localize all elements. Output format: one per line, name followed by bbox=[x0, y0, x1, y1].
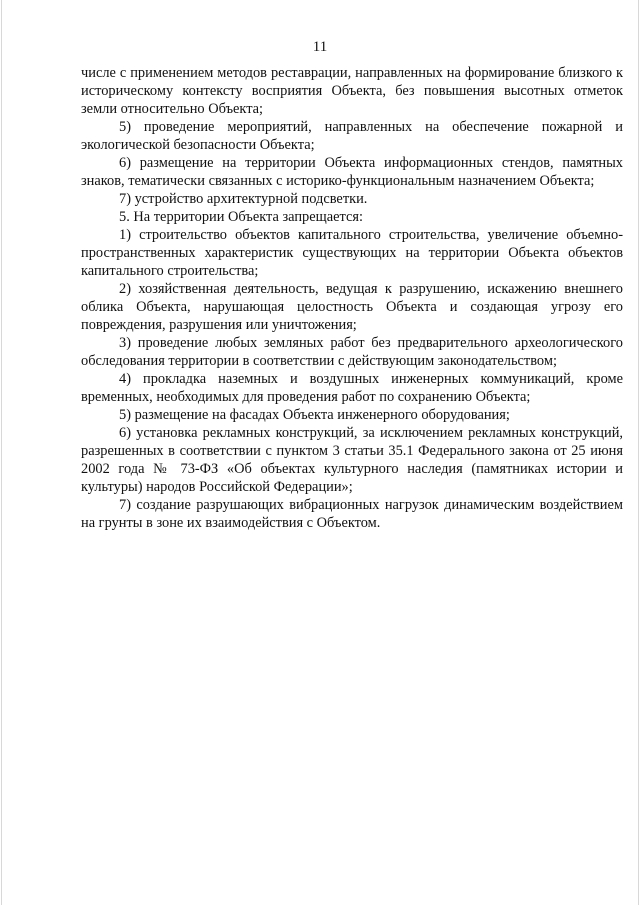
prohibition-item-2: 2) хозяйственная деятельность, ведущая к разрушению, искажению внешнего облика Объекта, нарушающая целостность Объекта и создающая угрозу его повреждения, разрушения или уничтожения; bbox=[81, 281, 623, 333]
paragraph-item-5-fire-safety: 5) проведение мероприятий, направленных на обеспечение пожарной и экологической безопасности Объекта; bbox=[81, 119, 623, 153]
document-body bbox=[81, 64, 623, 532]
paragraph-continuation: числе с применением методов реставрации, направленных на формирование близкого к историческому контексту восприятия Объекта, без повышения высотных отметок земли относительно Объекта; bbox=[81, 65, 623, 117]
section-5-heading: 5. На территории Объекта запрещается: bbox=[119, 209, 363, 225]
prohibition-item-3: 3) проведение любых земляных работ без предварительного археологического обследования территории в соответствии с действующим законодательством; bbox=[81, 335, 623, 369]
scan-left-edge bbox=[1, 0, 2, 905]
prohibition-item-5: 5) размещение на фасадах Объекта инженерного оборудования; bbox=[119, 407, 510, 423]
paragraph-item-7-lighting: 7) устройство архитектурной подсветки. bbox=[119, 191, 368, 207]
paragraph-item-6-info-stands: 6) размещение на территории Объекта информационных стендов, памятных знаков, тематически связанных с историко-функциональным назначением Объекта; bbox=[81, 155, 623, 189]
prohibition-item-7: 7) создание разрушающих вибрационных нагрузок динамическим воздействием на грунты в зоне их взаимодействия с Объектом. bbox=[81, 497, 623, 531]
scan-right-edge bbox=[638, 0, 639, 905]
page-number: 11 bbox=[312, 39, 328, 55]
prohibition-item-1: 1) строительство объектов капитального строительства, увеличение объемно-пространственных характеристик существующих на территории Объекта объектов капитального строительства; bbox=[81, 227, 623, 279]
prohibition-item-4: 4) прокладка наземных и воздушных инженерных коммуникаций, кроме временных, необходимых для проведения работ по сохранению Объекта; bbox=[81, 371, 623, 405]
prohibition-item-6: 6) установка рекламных конструкций, за исключением рекламных конструкций, разрешенных в соответствии с пунктом 3 статьи 35.1 Федерального закона от 25 июня 2002 года № 73-ФЗ «Об объектах культурного наследия (памятниках истории и культуры) народов Российской Федерации»; bbox=[81, 425, 623, 495]
